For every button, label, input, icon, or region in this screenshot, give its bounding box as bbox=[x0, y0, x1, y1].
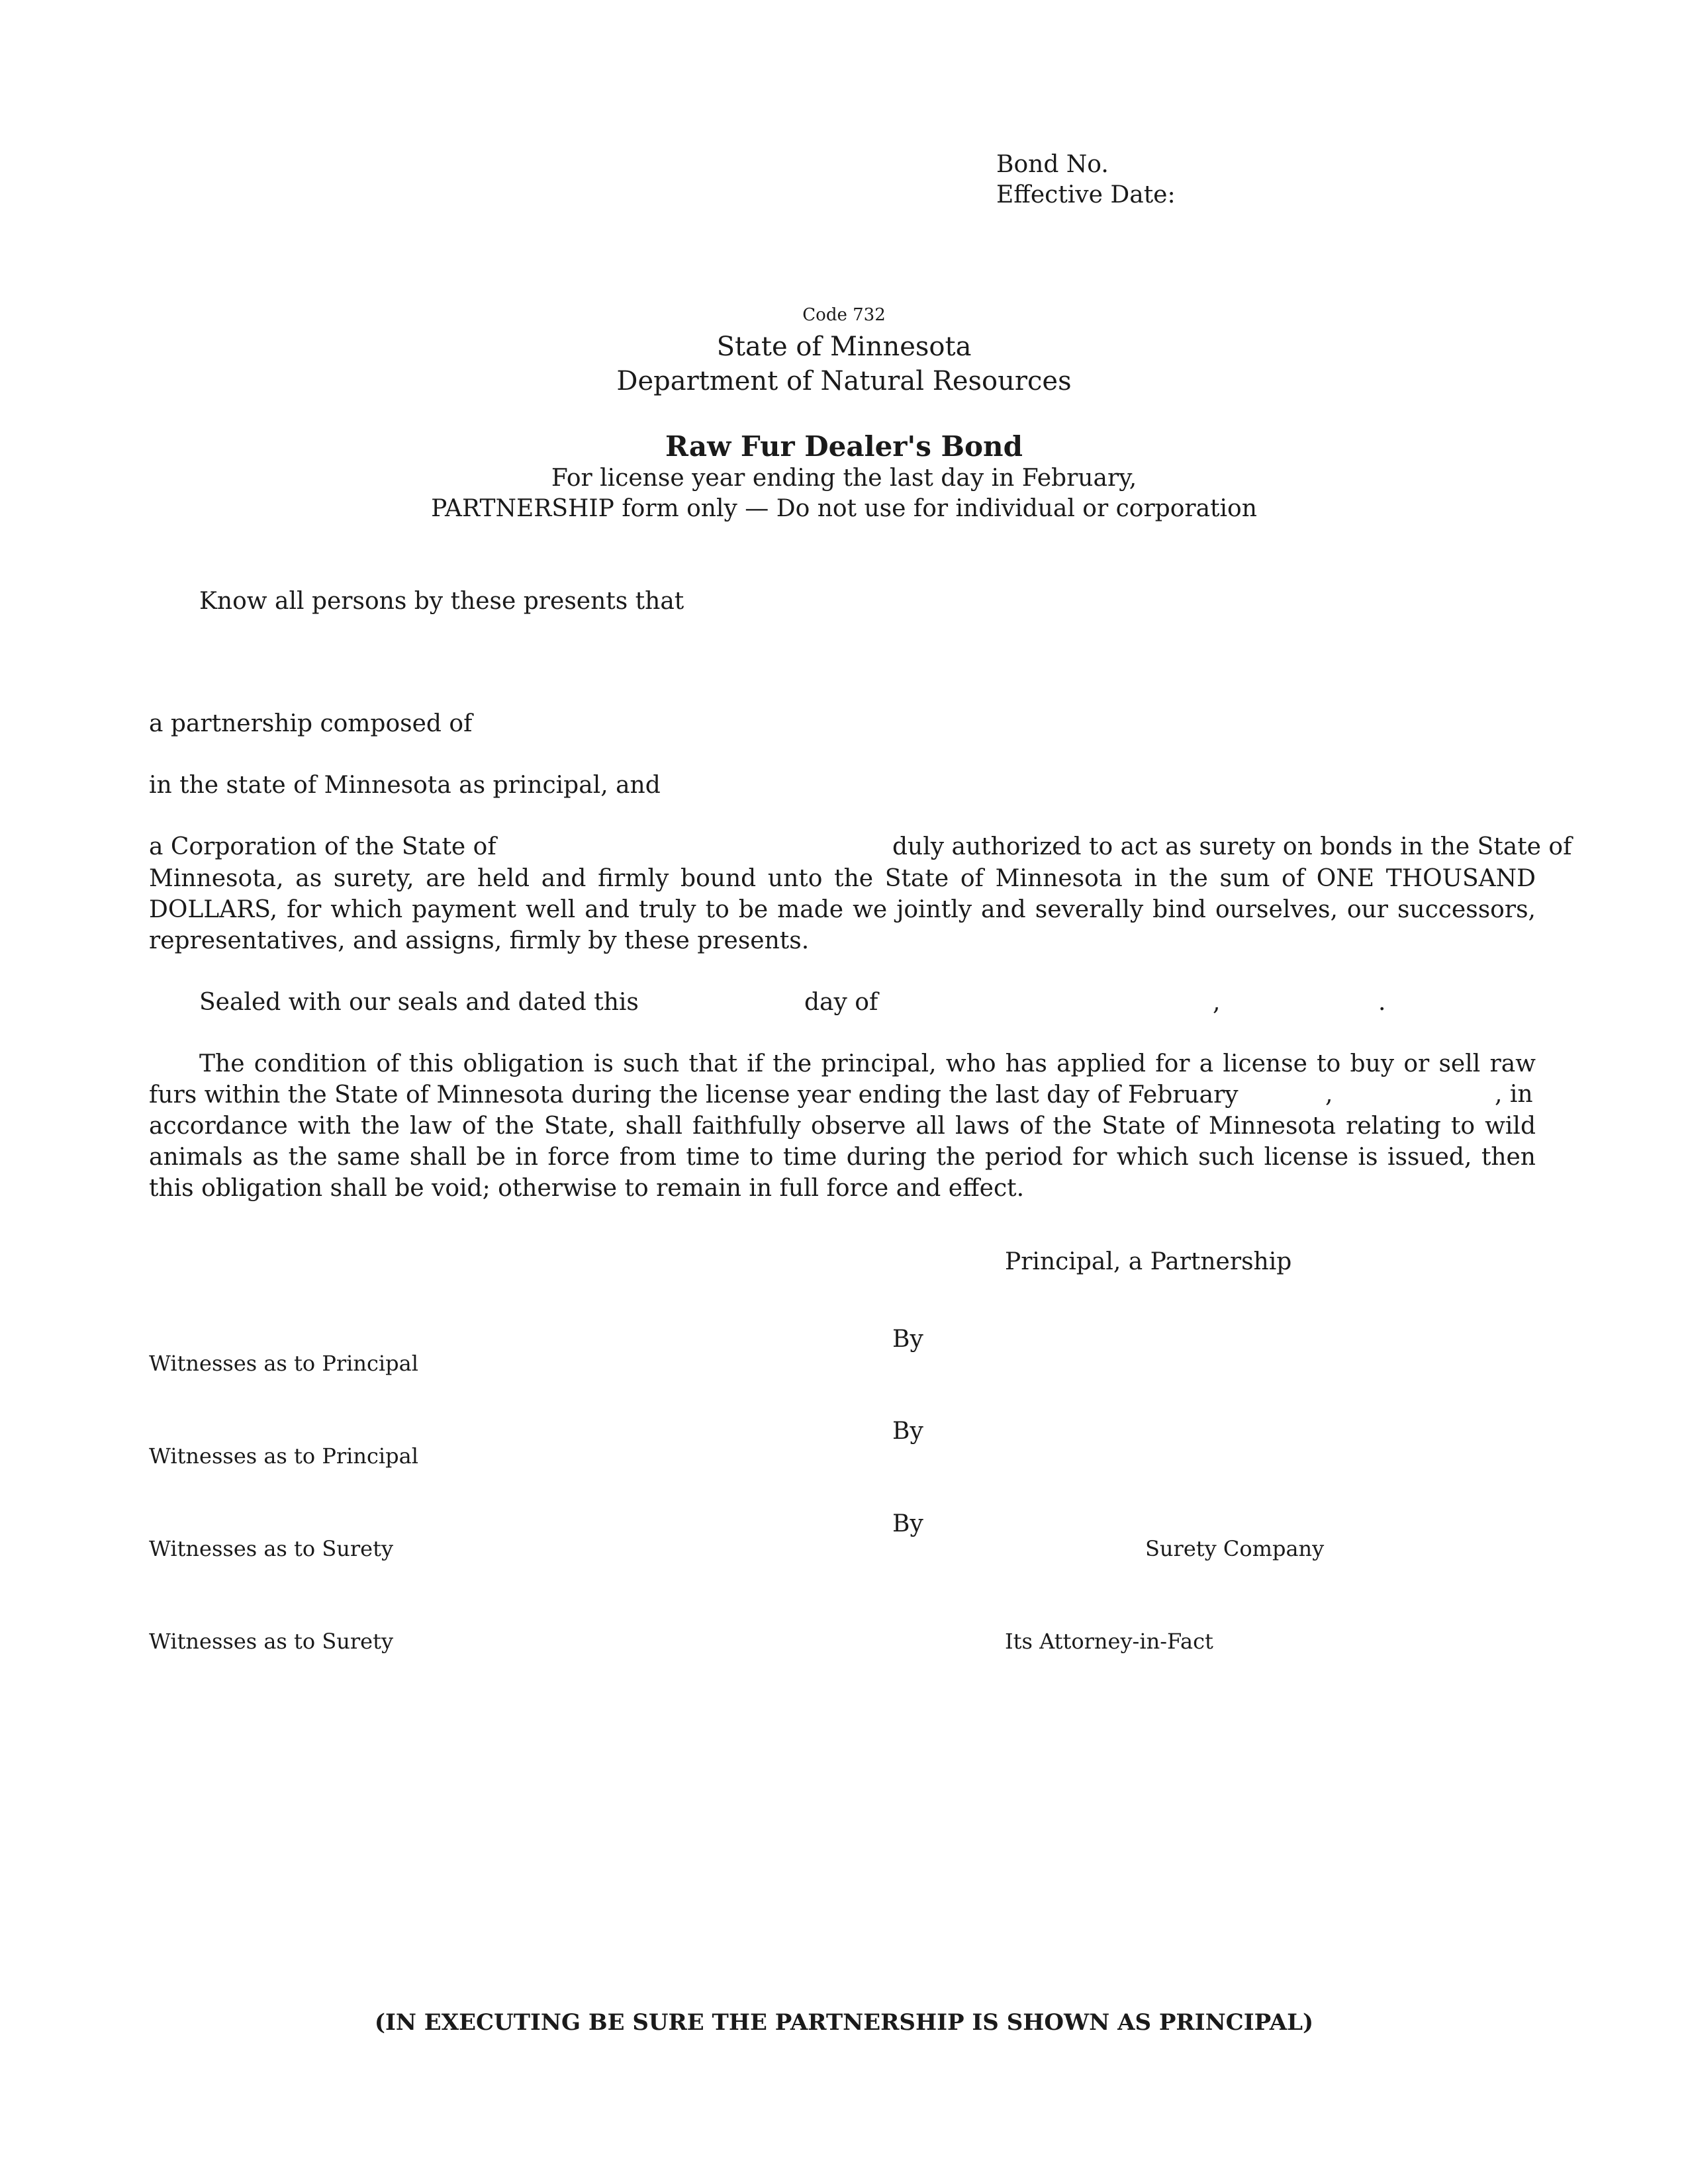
state-name: State of Minnesota bbox=[716, 332, 972, 362]
know-all-persons: Know all persons by these presents that bbox=[199, 588, 684, 615]
form-code: Code 732 bbox=[802, 305, 886, 325]
department-name: Department of Natural Resources bbox=[616, 366, 1072, 396]
sealed-period: . bbox=[1378, 989, 1386, 1016]
corporation-paragraph: Minnesota, as surety, are held and firmly bound unto the State of Minnesota in the sum of ONE THOUSAND DOLLARS, for which payment well and truly to be made we jointly and severally bind ourselves, our successors, representatives, and assigns, firmly by these presents. bbox=[149, 865, 1536, 954]
subtitle-partnership-only: PARTNERSHIP form only — Do not use for individual or corporation bbox=[431, 495, 1257, 522]
subtitle-license-year: For license year ending the last day in February, bbox=[551, 465, 1137, 492]
executing-note: (IN EXECUTING BE SURE THE PARTNERSHIP IS SHOWN AS PRINCIPAL) bbox=[374, 2009, 1314, 2036]
witness-surety-2: Witnesses as to Surety bbox=[149, 1629, 394, 1654]
document-title: Raw Fur Dealer's Bond bbox=[665, 430, 1023, 463]
by-label-1: By bbox=[892, 1326, 923, 1353]
bond-header bbox=[996, 150, 1176, 210]
in-state-principal: in the state of Minnesota as principal, and bbox=[149, 772, 661, 799]
condition-comma: , bbox=[1325, 1081, 1333, 1108]
sealed-prefix: Sealed with our seals and dated this bbox=[199, 989, 639, 1016]
corporation-prefix: a Corporation of the State of bbox=[149, 833, 496, 860]
witness-principal-2: Witnesses as to Principal bbox=[149, 1443, 418, 1469]
witness-principal-1: Witnesses as to Principal bbox=[149, 1351, 418, 1376]
by-label-2: By bbox=[892, 1418, 923, 1445]
sealed-comma: , bbox=[1213, 989, 1221, 1016]
witness-surety-1: Witnesses as to Surety bbox=[149, 1536, 394, 1561]
condition-part2: accordance with the law of the State, shall faithfully observe all laws of the State of Minnesota relating to wild animals as the same shall be in force from time to time during the period for which such license is issued, then this obligation shall be void; otherwise to remain in full force and effect. bbox=[149, 1113, 1536, 1202]
sealed-day-of: day of bbox=[804, 989, 878, 1016]
condition-text-1: The condition of this obligation is such that if the principal, who has applied for a license to buy or sell raw furs within the State of Minnesota during the license year ending the last day of February bbox=[149, 1050, 1536, 1109]
effective-date-label: Effective Date: bbox=[996, 181, 1176, 208]
corporation-suffix: duly authorized to act as surety on bonds in the State of bbox=[892, 833, 1572, 860]
surety-company-label: Surety Company bbox=[1145, 1536, 1325, 1561]
condition-in: , in bbox=[1495, 1081, 1533, 1108]
partnership-composed-of: a partnership composed of bbox=[149, 710, 473, 737]
principal-partnership-label: Principal, a Partnership bbox=[1005, 1248, 1292, 1275]
bond-no-label: Bond No. bbox=[996, 151, 1109, 178]
attorney-in-fact-label: Its Attorney-in-Fact bbox=[1005, 1629, 1213, 1654]
by-label-3: By bbox=[892, 1510, 923, 1537]
